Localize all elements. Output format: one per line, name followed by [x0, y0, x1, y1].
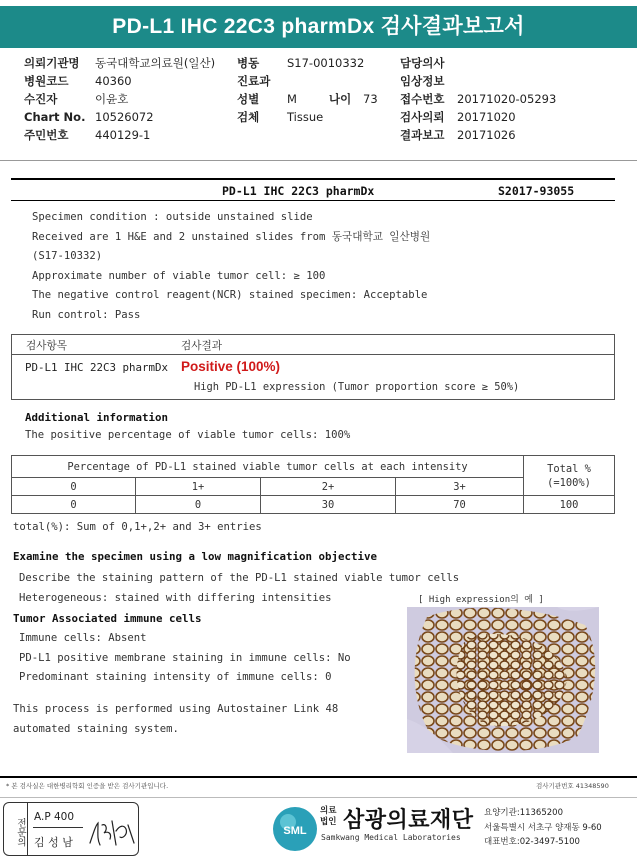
field-label: 임상정보: [400, 74, 445, 88]
field-label: 병동: [237, 56, 260, 70]
field-label: 접수번호: [400, 92, 445, 106]
org-contact: [484, 806, 602, 850]
specimen-type: Tissue: [287, 110, 324, 124]
image-caption: [ High expression의 예 ]: [418, 595, 544, 605]
immune-line: PD-L1 positive membrane staining in immune cells: No: [19, 651, 351, 664]
level-header: 0: [12, 478, 136, 496]
field-label: 병원코드: [24, 74, 69, 88]
org-phone: 대표번호:02-3497-5100: [484, 837, 580, 847]
field-label: 성별: [237, 92, 260, 106]
chart-number: 10526072: [95, 110, 154, 124]
level-value: 30: [261, 496, 396, 514]
logo-text: SML: [283, 825, 307, 837]
immune-line: Predominant staining intensity of immune cells: 0: [19, 671, 332, 683]
header-divider: [0, 160, 637, 161]
result-box-divider: [12, 354, 614, 355]
examine-lines: [19, 569, 459, 608]
result-item: PD-L1 IHC 22C3 pharmDx: [25, 361, 169, 374]
examine-line: Describe the staining pattern of the PD-L1 stained viable tumor cells: [19, 572, 460, 584]
process-line: automated staining system.: [13, 723, 179, 735]
doctor-name: 김 성 남: [34, 836, 73, 849]
info-column-2: [237, 54, 378, 126]
total-value: 100: [524, 496, 615, 514]
field-label: 주민번호: [24, 128, 69, 142]
intensity-caption: Percentage of PD-L1 stained viable tumor cells at each intensity: [12, 456, 524, 478]
resident-number: 440129-1: [95, 128, 151, 142]
org-address: 서울특별시 서초구 양재동 9-60: [484, 822, 602, 833]
specimen-line: Approximate number of viable tumor cell: ≥ 100: [32, 269, 326, 282]
test-name: PD-L1 IHC 22C3 pharmDx: [222, 184, 375, 198]
report-date: 20171026: [457, 128, 516, 142]
result-col-result: 검사결과: [181, 340, 222, 352]
hospital-name: 동국대학교의료원(일산): [95, 56, 216, 70]
report-title: PD-L1 IHC 22C3 pharmDx 검사결과보고서: [0, 6, 637, 48]
ihc-example-image: [407, 607, 599, 753]
specimen-line: Specimen condition : outside unstained slide: [32, 211, 313, 223]
immune-heading: Tumor Associated immune cells: [13, 612, 202, 625]
ihc-stain-pattern: [407, 607, 599, 753]
signature-line: [33, 827, 83, 828]
info-column-1: [24, 54, 215, 144]
doctor-ap-number: A.P 400: [34, 811, 75, 823]
age: 73: [363, 92, 378, 106]
total-header-line: (=100%): [547, 476, 591, 489]
immune-line: Immune cells: Absent: [19, 632, 147, 644]
test-header-rule-top: [11, 178, 615, 180]
examine-heading: Examine the specimen using a low magnification objective: [13, 550, 378, 563]
signature-block: [3, 802, 139, 856]
test-header-rule-bottom: [11, 200, 615, 201]
specimen-line: Run control: Pass: [32, 308, 141, 321]
process-lines: [13, 699, 338, 739]
level-value: 0: [136, 496, 261, 514]
org-name: 삼광의료재단: [343, 808, 474, 833]
level-value: 0: [12, 496, 136, 514]
org-english-name: Samkwang Medical Laboratories: [321, 833, 461, 842]
info-column-3: [400, 54, 556, 144]
result-value: Positive (100%): [181, 359, 281, 374]
field-label: 결과보고: [400, 128, 445, 142]
request-date: 20171020: [457, 110, 516, 124]
field-label: 의뢰기관명: [24, 56, 80, 70]
accession-number: 20171020-05293: [457, 92, 557, 106]
specimen-line: The negative control reagent(NCR) stained specimen: Acceptable: [32, 289, 428, 302]
field-label: 검체: [237, 110, 260, 124]
result-col-item: 검사항목: [26, 340, 67, 352]
field-label: 진료과: [237, 74, 271, 88]
field-label: Chart No.: [24, 110, 86, 124]
test-code: S2017-93055: [498, 184, 575, 198]
footer-rule: [0, 776, 637, 778]
ward: S17-0010332: [287, 56, 365, 70]
result-detail: High PD-L1 expression (Tumor proportion score ≥ 50%): [194, 381, 520, 393]
institution-number: 검사기관번호 41348590: [536, 782, 609, 790]
intensity-table: [11, 455, 615, 514]
total-header: [524, 456, 615, 496]
patient-name: 이윤호: [95, 92, 129, 106]
sml-logo-icon: [268, 804, 322, 854]
level-header: 1+: [136, 478, 261, 496]
hospital-code: 40360: [95, 74, 132, 88]
footer-divider: [0, 797, 637, 798]
additional-heading: Additional information: [25, 411, 169, 424]
result-box: [11, 334, 615, 400]
table-note: total(%): Sum of 0,1+,2+ and 3+ entries: [13, 521, 262, 533]
additional-text: The positive percentage of viable tumor cells: 100%: [25, 429, 351, 441]
org-prefix: 의료법인: [320, 806, 337, 827]
specimen-info: [32, 208, 430, 326]
sex: M: [287, 92, 297, 106]
field-label: 수진자: [24, 92, 58, 106]
field-label: 나이: [329, 92, 352, 106]
specimen-line: Received are 1 H&E and 2 unstained slides from 동국대학교 일산병원: [32, 230, 431, 243]
level-header: 2+: [261, 478, 396, 496]
process-line: This process is performed using Autostainer Link 48: [13, 703, 339, 715]
signature-image: [86, 815, 136, 851]
examine-line: Heterogeneous: stained with differing intensities: [19, 591, 332, 604]
specialist-label: 전문의: [4, 803, 28, 855]
level-header: 3+: [396, 478, 524, 496]
org-code: 요양기관:11365200: [484, 808, 563, 818]
total-header-line: Total %: [547, 462, 591, 475]
field-label: 검사의뢰: [400, 110, 445, 124]
immune-lines: [19, 629, 351, 688]
specimen-line: (S17-10332): [32, 250, 103, 263]
accreditation-note: * 본 검사실은 대한병리학회 인증을 받은 검사기관입니다.: [6, 782, 169, 790]
level-value: 70: [396, 496, 524, 514]
field-label: 담당의사: [400, 56, 445, 70]
